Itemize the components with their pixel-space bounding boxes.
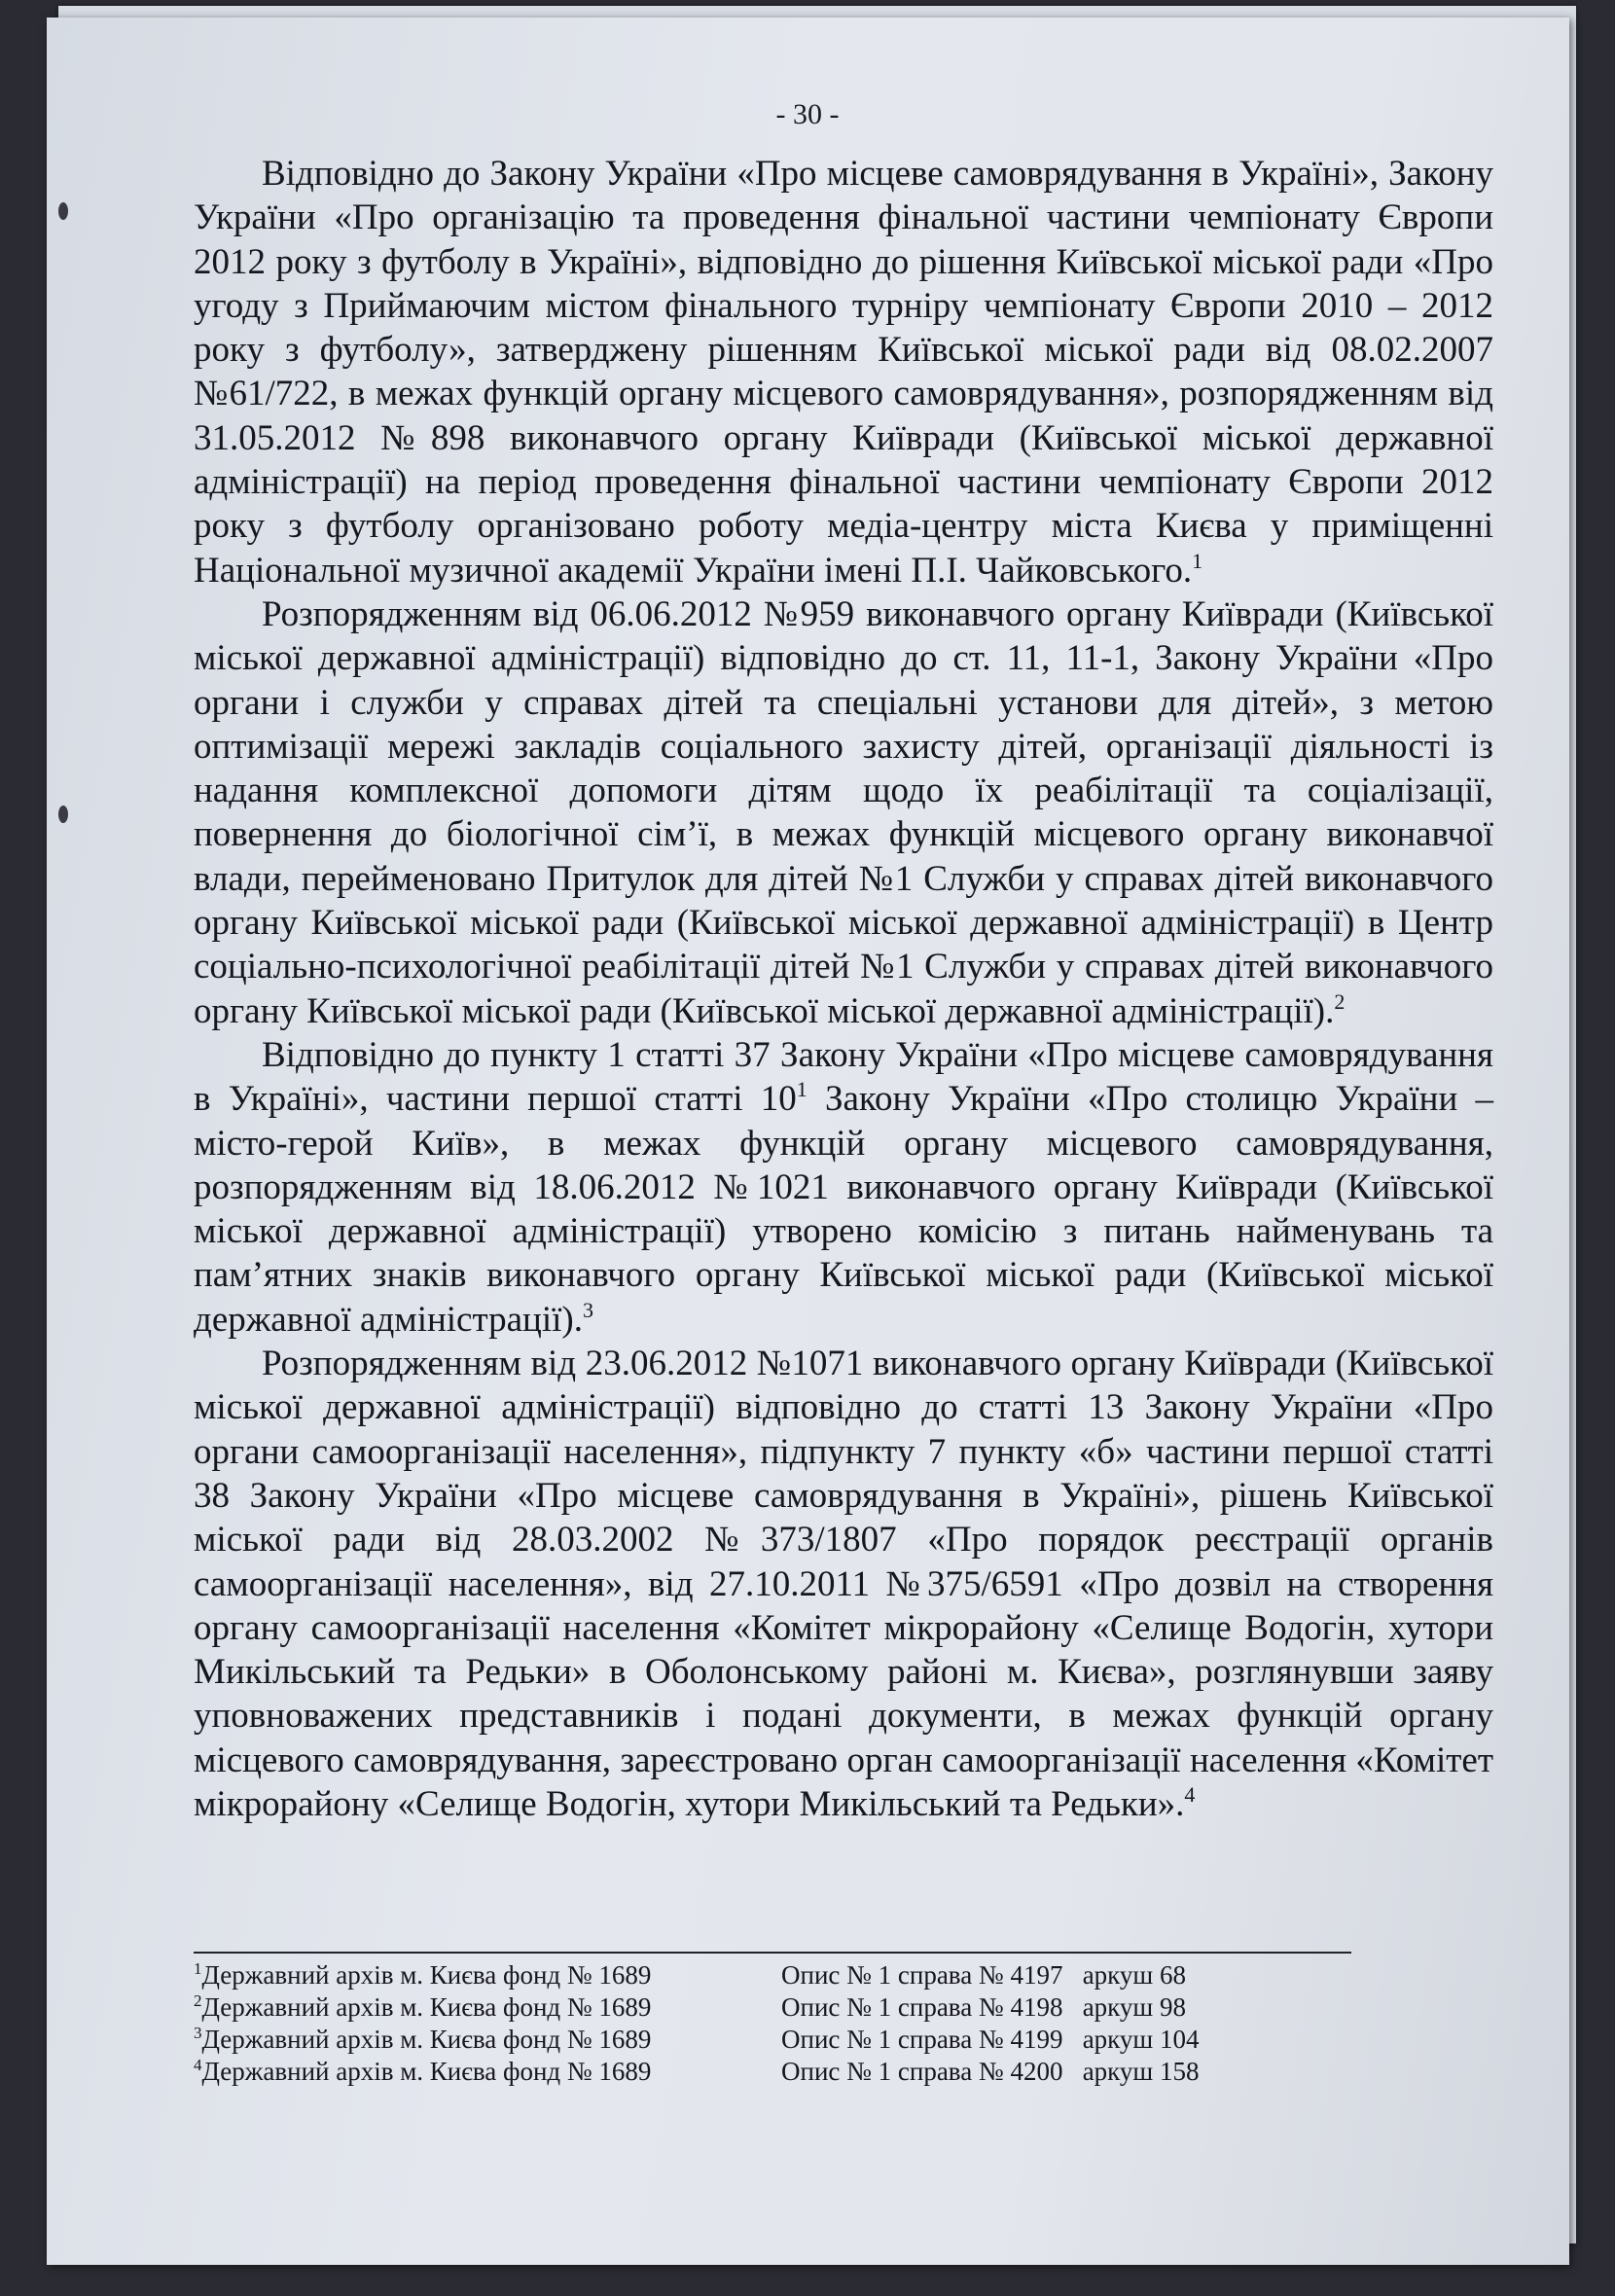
footnote-archive-ref: Опис № 1 справа № 4200 аркуш 158 — [781, 2057, 1200, 2086]
footnote-reference: 1 — [796, 1077, 808, 1102]
paragraph — [194, 152, 1493, 592]
footnote-marker: 4 — [194, 2056, 202, 2074]
paragraph — [194, 1033, 1493, 1342]
document-body — [194, 152, 1493, 1826]
paragraph — [194, 1342, 1493, 1826]
binding-hole — [58, 806, 68, 823]
footnotes — [194, 1959, 1493, 2088]
footnote-source — [194, 2024, 781, 2056]
footnote-reference: 2 — [1334, 988, 1346, 1014]
footnote-archive-ref: Опис № 1 справа № 4197 аркуш 68 — [781, 1960, 1186, 1990]
footnote-separator — [194, 1952, 1351, 1954]
footnote-source — [194, 1991, 781, 2024]
paragraph-text: Закону України «Про столицю України – місто-герой Київ», в межах функцій органу місцевого самоврядування, розпорядженням від 18.06.2012 №1021 виконавчого органу Київради (Київської міської державної адміністрації) утворено комісію з питань найменувань та пам’ятних знаків виконавчого органу Київської міської ради (Київської міської державної адміністрації). — [194, 1079, 1493, 1340]
footnote-source-text: Державний архів м. Києва фонд № 1689 — [201, 2057, 652, 2086]
footnote-archive-ref: Опис № 1 справа № 4198 аркуш 98 — [781, 1992, 1186, 2022]
footnote — [194, 1991, 1493, 2024]
paragraph-text: Розпорядженням від 06.06.2012 №959 виконавчого органу Київради (Київської міської державної адміністрації) відповідно до ст. 11, 11-1, Закону України «Про органи і служби у справах дітей та спеціальні установи для дітей», з метою оптимізації мережі закладів соціального захисту дітей, організації діяльності із надання комплексної допомоги дітям щодо їх реабілітації та соціалізації, повернення до біологічної сім’ї, в межах функцій місцевого органу виконавчої влади, перейменовано Притулок для дітей №1 Служби у справах дітей виконавчого органу Київської міської ради (Київської міської державної адміністрації) в Центр соціально-психологічної реабілітації дітей №1 Служби у справах дітей виконавчого органу Київської міської ради (Київської міської державної адміністрації). — [194, 593, 1493, 1031]
footnote-marker: 2 — [194, 1991, 202, 2010]
page-number: - 30 - — [775, 98, 840, 130]
paragraph-text: Відповідно до пункту 1 статті 37 Закону України «Про місцеве самоврядування в Україні», частини першої статті 10 — [194, 1034, 1493, 1120]
footnote — [194, 2056, 1493, 2088]
footnote-reference: 1 — [1192, 548, 1203, 573]
paragraph — [194, 592, 1493, 1033]
footnote-source — [194, 2056, 781, 2088]
footnote-source — [194, 1959, 781, 1991]
footnote-reference: 3 — [582, 1297, 593, 1322]
paragraph-text: Розпорядженням від 23.06.2012 №1071 виконавчого органу Київради (Київської міської державної адміністрації) відповідно до статті 13 Закону України «Про органи самоорганізації населення», підпункту 7 пункту «б» частини першої статті 38 Закону України «Про місцеве самоврядування в Україні», рішень Київської міської ради від 28.03.2002 №373/1807 «Про порядок реєстрації органів самоорганізації населення», від 27.10.2011 №375/6591 «Про дозвіл на створення органу самоорганізації населення «Комітет мікрорайону «Селище Водогін, хутори Микільський та Редьки» в Оболонському районі м. Києва», розглянувши заяву уповноважених представників і подані документи, в межах функцій органу місцевого самоврядування, зареєстровано орган самоорганізації населення «Комітет мікрорайону «Селище Водогін, хутори Микільський та Редьки». — [194, 1344, 1493, 1824]
footnote-source-text: Державний архів м. Києва фонд № 1689 — [201, 2025, 652, 2054]
footnote — [194, 2024, 1493, 2056]
footnote-source-text: Державний архів м. Києва фонд № 1689 — [201, 1960, 652, 1990]
footnote-marker: 3 — [194, 2024, 202, 2042]
footnote-archive-ref: Опис № 1 справа № 4199 аркуш 104 — [781, 2025, 1200, 2054]
footnote-source-text: Державний архів м. Києва фонд № 1689 — [201, 1992, 652, 2022]
footnote-reference: 4 — [1184, 1781, 1196, 1807]
footnote — [194, 1959, 1493, 1991]
binding-hole — [58, 202, 68, 220]
footnote-marker: 1 — [194, 1959, 202, 1978]
paragraph-text: Відповідно до Закону України «Про місцеве самоврядування в Україні», Закону України «Про організацію та проведення фінальної частини чемпіонату Європи 2012 року з футболу в Україні», відповідно до рішення Київської міської ради «Про угоду з Приймаючим містом фінального турніру чемпіонату Європи 2010 – 2012 року з футболу», затверджену рішенням Київської міської ради від 08.02.2007 №61/722, в межах функцій органу місцевого самоврядування», розпорядженням від 31.05.2012 №898 виконавчого органу Київради (Київської міської державної адміністрації) на період проведення фінальної частини чемпіонату Європи 2012 року з футболу організовано роботу медіа-центру міста Києва у приміщенні Національної музичної академії України імені П.І. Чайковського. — [194, 154, 1493, 591]
